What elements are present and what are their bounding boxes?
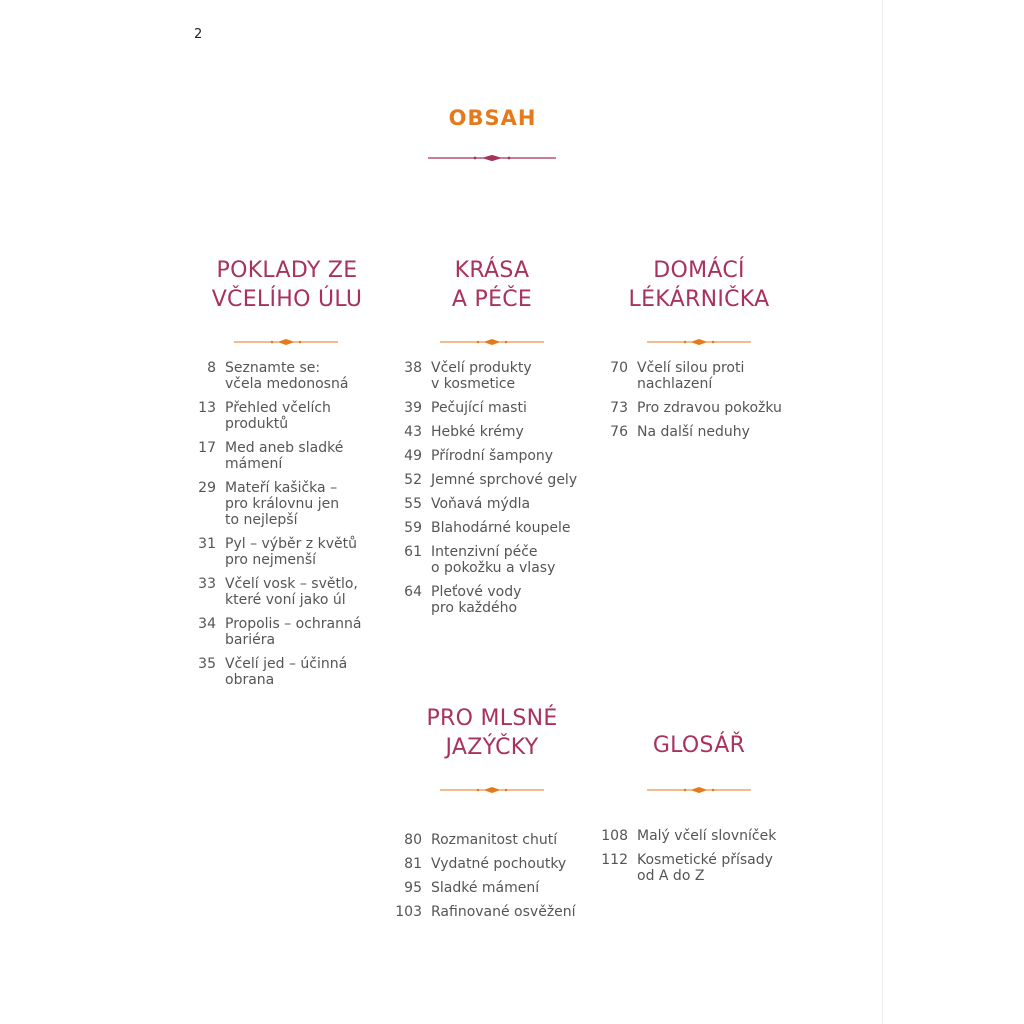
toc-text: Propolis – ochranná bariéra: [225, 616, 362, 648]
toc-text: Včelí produkty v kosmetice: [431, 360, 532, 392]
toc-text: Med aneb sladké mámení: [225, 440, 344, 472]
toc-page: 112: [601, 852, 628, 868]
toc-text: Intenzivní péče o pokožku a vlasy: [431, 544, 556, 576]
toc-entry[interactable]: [610, 360, 807, 392]
toc-page: 59: [404, 520, 422, 536]
toc-page: 76: [610, 424, 628, 440]
toc-text: Voňavá mýdla: [431, 496, 531, 512]
toc-text: Mateří kašička – pro královnu jen to nejlepší: [225, 480, 340, 528]
toc-page: 34: [198, 616, 216, 632]
toc-text: Malý včelí slovníček: [637, 828, 777, 844]
toc-text: Kosmetické přísady od A do Z: [637, 852, 773, 884]
section-ornament: [440, 337, 544, 347]
toc-page: 61: [404, 544, 422, 560]
toc-entry[interactable]: [404, 880, 601, 896]
toc-entry[interactable]: [198, 400, 385, 432]
toc-page: 108: [601, 828, 628, 844]
section-ornament: [647, 785, 751, 795]
section-entries-glosar: [601, 828, 807, 892]
page-title: OBSAH: [448, 106, 537, 130]
toc-text: Pro zdravou pokožku: [637, 400, 782, 416]
toc-page: 73: [610, 400, 628, 416]
toc-text: Pyl – výběr z květů pro nejmenší: [225, 536, 357, 568]
toc-text: Přírodní šampony: [431, 448, 554, 464]
toc-entry[interactable]: [404, 496, 601, 512]
toc-page: 17: [198, 440, 216, 456]
toc-entry[interactable]: [404, 424, 601, 440]
toc-entry[interactable]: [395, 904, 601, 920]
toc-page: 8: [207, 360, 216, 376]
toc-text: Hebké krémy: [431, 424, 524, 440]
toc-entry[interactable]: [198, 536, 385, 568]
toc-page: 31: [198, 536, 216, 552]
toc-entry[interactable]: [601, 828, 807, 844]
toc-page: 80: [404, 832, 422, 848]
toc-page: 38: [404, 360, 422, 376]
toc-entry[interactable]: [404, 400, 601, 416]
toc-entry[interactable]: [198, 616, 385, 648]
toc-entry[interactable]: [404, 520, 601, 536]
toc-page: 43: [404, 424, 422, 440]
toc-text: Sladké mámení: [431, 880, 540, 896]
section-title-poklady: POKLADY ZE VČELÍHO ÚLU: [211, 258, 363, 312]
toc-page: 95: [404, 880, 422, 896]
toc-text: Vydatné pochoutky: [431, 856, 567, 872]
toc-page: 33: [198, 576, 216, 592]
toc-entry[interactable]: [404, 832, 601, 848]
page-number: 2: [194, 27, 203, 42]
page-edge: [882, 0, 883, 1024]
toc-entry[interactable]: [198, 576, 385, 608]
toc-page: 52: [404, 472, 422, 488]
section-ornament: [647, 337, 751, 347]
toc-entry[interactable]: [404, 584, 601, 616]
toc-page: 39: [404, 400, 422, 416]
section-title-domaci: DOMÁCÍ LÉKÁRNIČKA: [628, 258, 770, 312]
toc-text: Rafinované osvěžení: [431, 904, 576, 920]
toc-entry[interactable]: [601, 852, 807, 884]
section-entries-poklady: [198, 360, 385, 696]
toc-text: Seznamte se: včela medonosná: [225, 360, 349, 392]
toc-page: 49: [404, 448, 422, 464]
toc-entry[interactable]: [207, 360, 385, 392]
toc-entry[interactable]: [404, 856, 601, 872]
toc-text: Včelí jed – účinná obrana: [225, 656, 348, 688]
section-title-krasa: KRÁSA A PÉČE: [451, 258, 533, 312]
toc-entry[interactable]: [198, 440, 385, 472]
toc-page: 64: [404, 584, 422, 600]
toc-page: 81: [404, 856, 422, 872]
section-ornament: [440, 785, 544, 795]
toc-text: Přehled včelích produktů: [225, 400, 331, 432]
toc-entry[interactable]: [404, 472, 601, 488]
toc-page: 103: [395, 904, 422, 920]
section-ornament: [234, 337, 338, 347]
toc-text: Pečující masti: [431, 400, 527, 416]
toc-page: 35: [198, 656, 216, 672]
toc-page: 55: [404, 496, 422, 512]
toc-page: 70: [610, 360, 628, 376]
toc-entry[interactable]: [610, 424, 807, 440]
toc-text: Rozmanitost chutí: [431, 832, 558, 848]
section-entries-domaci: [610, 360, 807, 448]
toc-entry[interactable]: [198, 656, 385, 688]
title-ornament: [428, 153, 556, 163]
toc-text: Včelí silou proti nachlazení: [637, 360, 745, 392]
section-entries-mlsne: [395, 832, 601, 928]
toc-text: Na další neduhy: [637, 424, 750, 440]
toc-entry[interactable]: [404, 544, 601, 576]
toc-entry[interactable]: [198, 480, 385, 528]
section-entries-krasa: [404, 360, 601, 624]
toc-text: Včelí vosk – světlo, které voní jako úl: [225, 576, 358, 608]
toc-entry[interactable]: [404, 360, 601, 392]
section-title-mlsne: PRO MLSNÉ JAZÝČKY: [426, 706, 558, 760]
section-title-glosar: GLOSÁŘ: [652, 733, 746, 758]
toc-entry[interactable]: [404, 448, 601, 464]
toc-page: 13: [198, 400, 216, 416]
toc-text: Pleťové vody pro každého: [431, 584, 522, 616]
toc-page: 29: [198, 480, 216, 496]
toc-text: Jemné sprchové gely: [431, 472, 578, 488]
toc-entry[interactable]: [610, 400, 807, 416]
toc-text: Blahodárné koupele: [431, 520, 571, 536]
